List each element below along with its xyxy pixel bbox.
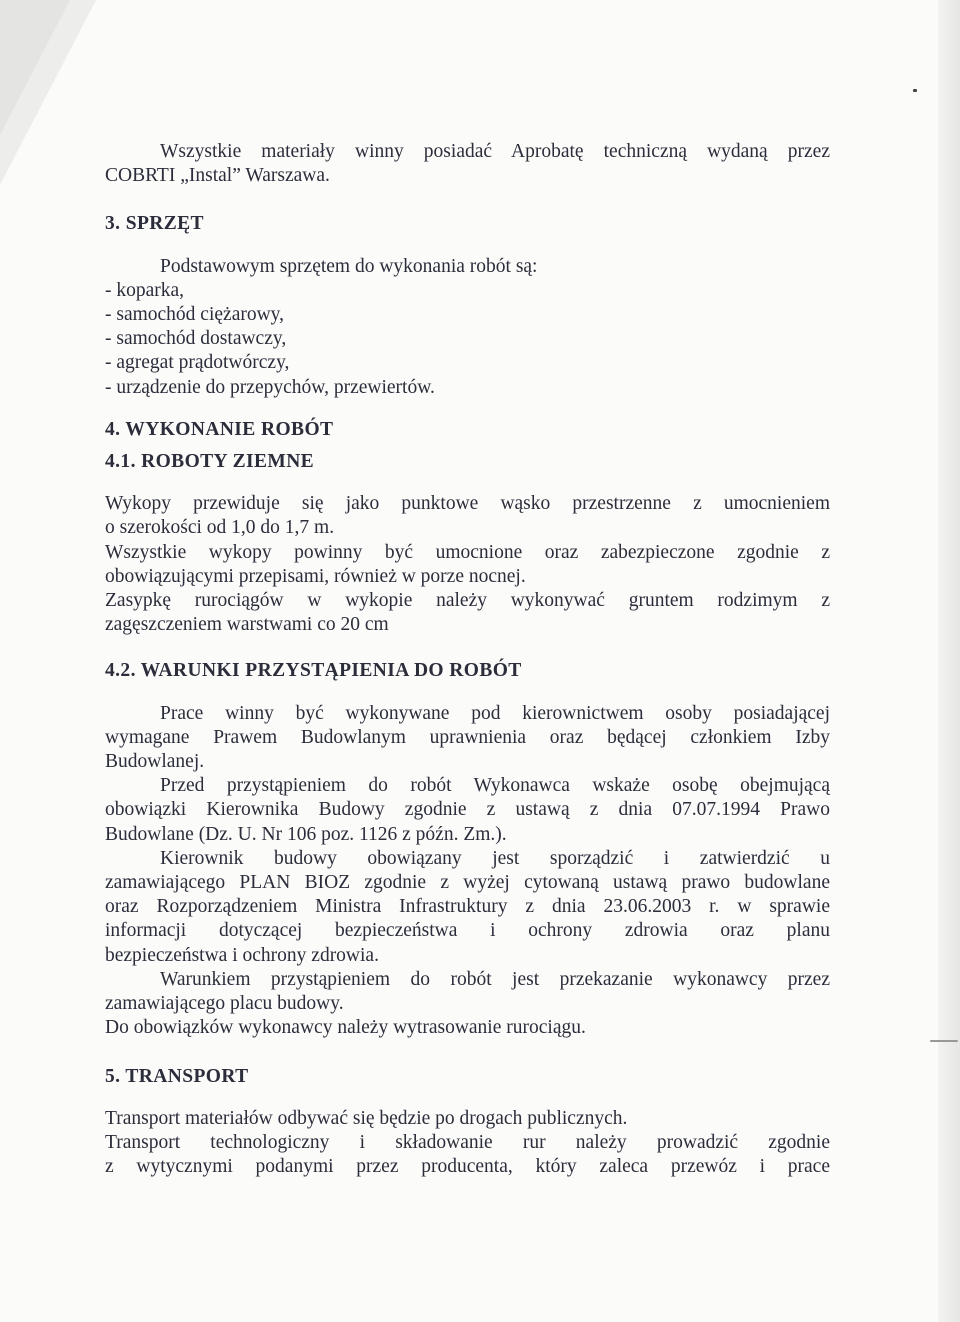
conditions-para-1-line-3: Budowlanej.	[105, 751, 205, 773]
section-4-heading: 4. WYKONANIE ROBÓT	[105, 418, 334, 440]
conditions-para-3-line-4: informacji dotyczącej bezpieczeństwa i ochrony zdrowia oraz planu	[105, 920, 830, 942]
scan-speck	[913, 89, 917, 92]
earthworks-para-3-line-1: Zasypkę rurociągów w wykopie należy wykonywać gruntem rodzimym z	[105, 590, 830, 612]
earthworks-para-2-line-2: obowiązującymi przepisami, również w porze nocnej.	[105, 565, 526, 587]
list-item: - agregat prądotwórczy,	[105, 352, 290, 374]
conditions-para-3-line-2: zamawiającego PLAN BIOZ zgodnie z wyżej cytowaną ustawą prawo budowlane	[105, 872, 830, 894]
list-item: - urządzenie do przepychów, przewiertów.	[105, 376, 435, 398]
conditions-para-1-line-2: wymagane Prawem Budowlanym uprawnienia oraz będącej członkiem Izby	[105, 726, 830, 748]
section-3-heading: 3. SPRZĘT	[105, 213, 204, 235]
equipment-list	[105, 279, 830, 400]
list-item: - samochód ciężarowy,	[105, 304, 285, 326]
intro-line-2: COBRTI „Instal” Warszawa.	[105, 165, 330, 187]
earthworks-para-1-line-2: o szerokości od 1,0 do 1,7 m.	[105, 517, 335, 539]
section-4-2-heading: 4.2. WARUNKI PRZYSTĄPIENIA DO ROBÓT	[105, 660, 522, 682]
conditions-para-3-line-3: oraz Rozporządzeniem Ministra Infrastruktury z dnia 23.06.2003 r. w sprawie	[105, 896, 830, 918]
section-5-heading: 5. TRANSPORT	[105, 1065, 249, 1087]
document-body	[105, 140, 830, 1179]
conditions-para-2-line-3: Budowlane (Dz. U. Nr 106 poz. 1126 z późn. Zm.).	[105, 823, 507, 845]
intro-line-1: Wszystkie materiały winny posiadać Aprobatę techniczną wydaną przez	[160, 141, 830, 162]
earthworks-para-1-line-1: Wykopy przewiduje się jako punktowe wąsko przestrzenne z umocnieniem	[105, 493, 830, 515]
scan-right-edge	[938, 0, 960, 1322]
transport-para-2-line-1: Transport technologiczny i składowanie rur należy prowadzić zgodnie	[105, 1131, 830, 1153]
earthworks-para-2-line-1: Wszystkie wykopy powinny być umocnione oraz zabezpieczone zgodnie z	[105, 541, 830, 563]
conditions-para-4-line-1: Warunkiem przystąpieniem do robót jest przekazanie wykonawcy przez	[160, 968, 830, 990]
list-item: - samochód dostawczy,	[105, 328, 287, 350]
earthworks-para-3-line-2: zagęszczeniem warstwami co 20 cm	[105, 614, 389, 636]
conditions-para-2-line-1: Przed przystąpieniem do robót Wykonawca wskaże osobę obejmującą	[160, 775, 830, 797]
list-item: - koparka,	[105, 279, 185, 301]
scan-line-mark	[930, 1040, 958, 1042]
section-3-intro: Podstawowym sprzętem do wykonania robót są:	[160, 255, 538, 277]
conditions-para-3-line-5: bezpieczeństwa i ochrony zdrowia.	[105, 944, 379, 966]
transport-para-1: Transport materiałów odbywać się będzie po drogach publicznych.	[105, 1107, 628, 1129]
conditions-para-4-line-2: zamawiającego placu budowy.	[105, 993, 344, 1015]
section-4-1-heading: 4.1. ROBOTY ZIEMNE	[105, 451, 315, 473]
transport-para-2-line-2: z wytycznymi podanymi przez producenta, który zaleca przewóz i prace	[105, 1156, 830, 1178]
conditions-para-5: Do obowiązków wykonawcy należy wytrasowanie rurociągu.	[105, 1017, 586, 1039]
conditions-para-3-line-1: Kierownik budowy obowiązany jest sporządzić i zatwierdzić u	[160, 847, 830, 869]
conditions-para-2-line-2: obowiązki Kierownika Budowy zgodnie z ustawą z dnia 07.07.1994 Prawo	[105, 799, 830, 821]
conditions-para-1-line-1: Prace winny być wykonywane pod kierownictwem osoby posiadającej	[160, 702, 830, 724]
